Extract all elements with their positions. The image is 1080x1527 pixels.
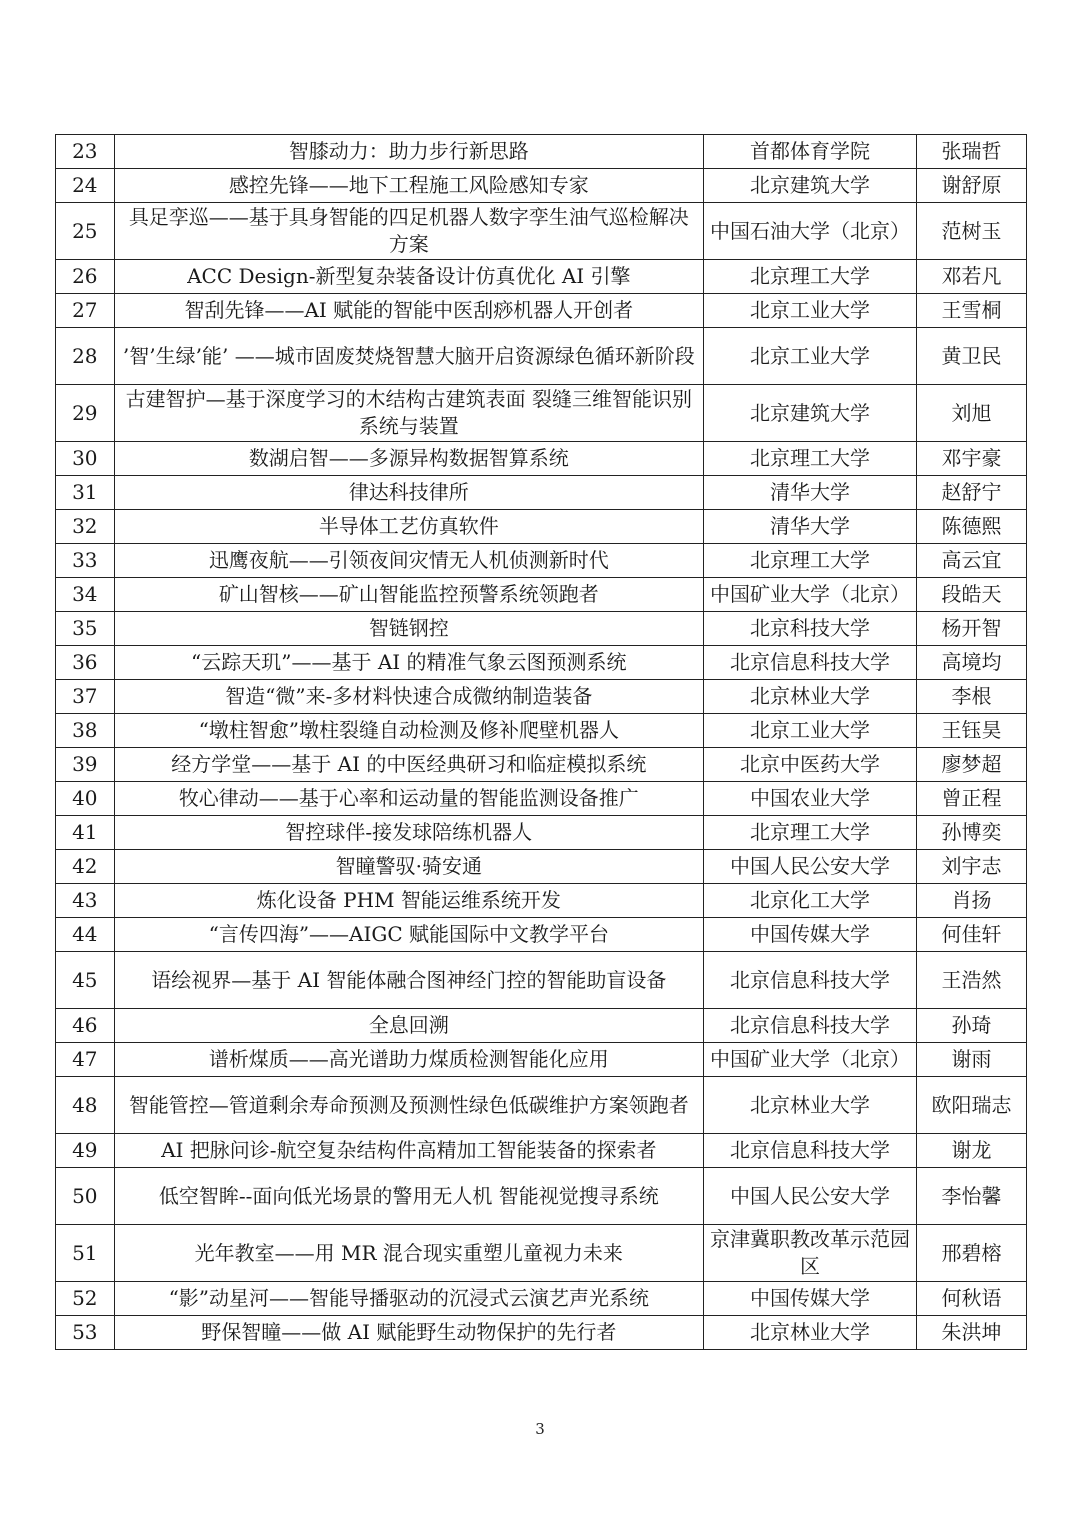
page-number: 3 <box>535 1420 545 1438</box>
table-row <box>56 203 1027 260</box>
award-list-table <box>55 134 1027 1350</box>
leader-name: 曾正程 <box>916 782 1026 816</box>
project-name: 智造“微”来-多材料快速合成微纳制造装备 <box>114 680 703 714</box>
table-row <box>56 169 1027 203</box>
project-name: “言传四海”——AIGC 赋能国际中文教学平台 <box>114 918 703 952</box>
table-row <box>56 385 1027 442</box>
row-number: 47 <box>56 1043 115 1077</box>
table-row <box>56 1316 1027 1350</box>
row-number: 49 <box>56 1134 115 1168</box>
school-name: 京津冀职教改革示范园区 <box>704 1225 917 1282</box>
table-row <box>56 1168 1027 1225</box>
table-row <box>56 544 1027 578</box>
row-number: 30 <box>56 442 115 476</box>
school-name: 中国矿业大学（北京） <box>704 1043 917 1077</box>
project-name: 数湖启智——多源异构数据智算系统 <box>114 442 703 476</box>
project-name: 牧心律动——基于心率和运动量的智能监测设备推广 <box>114 782 703 816</box>
school-name: 北京理工大学 <box>704 816 917 850</box>
school-name: 北京工业大学 <box>704 714 917 748</box>
row-number: 50 <box>56 1168 115 1225</box>
school-name: 北京信息科技大学 <box>704 646 917 680</box>
project-name: AI 把脉问诊-航空复杂结构件高精加工智能装备的探索者 <box>114 1134 703 1168</box>
school-name: 中国人民公安大学 <box>704 1168 917 1225</box>
project-name: 矿山智核——矿山智能监控预警系统领跑者 <box>114 578 703 612</box>
school-name: 北京工业大学 <box>704 294 917 328</box>
school-name: 北京建筑大学 <box>704 169 917 203</box>
row-number: 42 <box>56 850 115 884</box>
row-number: 36 <box>56 646 115 680</box>
table-row <box>56 680 1027 714</box>
project-name: 古建智护—基于深度学习的木结构古建筑表面 裂缝三维智能识别系统与装置 <box>114 385 703 442</box>
project-name: 炼化设备 PHM 智能运维系统开发 <box>114 884 703 918</box>
table-row <box>56 260 1027 294</box>
table-row <box>56 578 1027 612</box>
leader-name: 张瑞哲 <box>916 135 1026 169</box>
project-name: 迅鹰夜航——引领夜间灾情无人机侦测新时代 <box>114 544 703 578</box>
row-number: 37 <box>56 680 115 714</box>
school-name: 北京科技大学 <box>704 612 917 646</box>
row-number: 25 <box>56 203 115 260</box>
table-row <box>56 510 1027 544</box>
table-row <box>56 816 1027 850</box>
leader-name: 肖扬 <box>916 884 1026 918</box>
table-row <box>56 850 1027 884</box>
table-row <box>56 476 1027 510</box>
leader-name: 杨开智 <box>916 612 1026 646</box>
row-number: 53 <box>56 1316 115 1350</box>
school-name: 清华大学 <box>704 510 917 544</box>
leader-name: 王雪桐 <box>916 294 1026 328</box>
row-number: 43 <box>56 884 115 918</box>
leader-name: 孙博奕 <box>916 816 1026 850</box>
table-row <box>56 748 1027 782</box>
school-name: 中国矿业大学（北京） <box>704 578 917 612</box>
row-number: 34 <box>56 578 115 612</box>
row-number: 40 <box>56 782 115 816</box>
school-name: 北京信息科技大学 <box>704 952 917 1009</box>
leader-name: 王浩然 <box>916 952 1026 1009</box>
table-row <box>56 135 1027 169</box>
row-number: 27 <box>56 294 115 328</box>
school-name: 北京林业大学 <box>704 1077 917 1134</box>
project-name: 全息回溯 <box>114 1009 703 1043</box>
table-row <box>56 782 1027 816</box>
leader-name: 何秋语 <box>916 1282 1026 1316</box>
leader-name: 高云宜 <box>916 544 1026 578</box>
project-name: 谱析煤质——高光谱助力煤质检测智能化应用 <box>114 1043 703 1077</box>
table-body <box>56 135 1027 1350</box>
leader-name: 赵舒宁 <box>916 476 1026 510</box>
school-name: 北京信息科技大学 <box>704 1134 917 1168</box>
row-number: 26 <box>56 260 115 294</box>
leader-name: 刘旭 <box>916 385 1026 442</box>
project-name: “墩柱智愈”墩柱裂缝自动检测及修补爬壁机器人 <box>114 714 703 748</box>
project-name: 半导体工艺仿真软件 <box>114 510 703 544</box>
project-name: “云踪天玑”——基于 AI 的精准气象云图预测系统 <box>114 646 703 680</box>
table-row <box>56 442 1027 476</box>
project-name: 低空智眸--面向低光场景的警用无人机 智能视觉搜寻系统 <box>114 1168 703 1225</box>
school-name: 中国传媒大学 <box>704 918 917 952</box>
row-number: 41 <box>56 816 115 850</box>
school-name: 中国人民公安大学 <box>704 850 917 884</box>
table-row <box>56 918 1027 952</box>
school-name: 北京理工大学 <box>704 442 917 476</box>
leader-name: 李怡馨 <box>916 1168 1026 1225</box>
leader-name: 谢龙 <box>916 1134 1026 1168</box>
project-name: 语绘视界—基于 AI 智能体融合图神经门控的智能助盲设备 <box>114 952 703 1009</box>
row-number: 38 <box>56 714 115 748</box>
school-name: 北京理工大学 <box>704 260 917 294</box>
project-name: 智控球伴-接发球陪练机器人 <box>114 816 703 850</box>
row-number: 31 <box>56 476 115 510</box>
leader-name: 何佳轩 <box>916 918 1026 952</box>
leader-name: 邓若凡 <box>916 260 1026 294</box>
project-name: 经方学堂——基于 AI 的中医经典研习和临症模拟系统 <box>114 748 703 782</box>
leader-name: 谢雨 <box>916 1043 1026 1077</box>
row-number: 29 <box>56 385 115 442</box>
table-row <box>56 952 1027 1009</box>
leader-name: 欧阳瑞志 <box>916 1077 1026 1134</box>
school-name: 北京林业大学 <box>704 680 917 714</box>
leader-name: 刘宇志 <box>916 850 1026 884</box>
row-number: 28 <box>56 328 115 385</box>
row-number: 23 <box>56 135 115 169</box>
leader-name: 黄卫民 <box>916 328 1026 385</box>
project-name: “影”动星河——智能导播驱动的沉浸式云演艺声光系统 <box>114 1282 703 1316</box>
row-number: 46 <box>56 1009 115 1043</box>
school-name: 北京林业大学 <box>704 1316 917 1350</box>
row-number: 48 <box>56 1077 115 1134</box>
row-number: 35 <box>56 612 115 646</box>
row-number: 24 <box>56 169 115 203</box>
row-number: 52 <box>56 1282 115 1316</box>
leader-name: 李根 <box>916 680 1026 714</box>
leader-name: 邢碧榕 <box>916 1225 1026 1282</box>
table-row <box>56 328 1027 385</box>
table-row <box>56 1043 1027 1077</box>
table-row <box>56 884 1027 918</box>
school-name: 北京化工大学 <box>704 884 917 918</box>
project-name: ACC Design-新型复杂装备设计仿真优化 AI 引擎 <box>114 260 703 294</box>
leader-name: 邓宇豪 <box>916 442 1026 476</box>
project-name: 感控先锋——地下工程施工风险感知专家 <box>114 169 703 203</box>
leader-name: 陈德熙 <box>916 510 1026 544</box>
project-name: 律达科技律所 <box>114 476 703 510</box>
row-number: 32 <box>56 510 115 544</box>
leader-name: 范树玉 <box>916 203 1026 260</box>
school-name: 中国农业大学 <box>704 782 917 816</box>
leader-name: 孙琦 <box>916 1009 1026 1043</box>
row-number: 44 <box>56 918 115 952</box>
school-name: 北京建筑大学 <box>704 385 917 442</box>
leader-name: 谢舒原 <box>916 169 1026 203</box>
table-row <box>56 612 1027 646</box>
leader-name: 段皓天 <box>916 578 1026 612</box>
project-name: 智瞳警驭·骑安通 <box>114 850 703 884</box>
row-number: 39 <box>56 748 115 782</box>
table-row <box>56 1134 1027 1168</box>
row-number: 51 <box>56 1225 115 1282</box>
project-name: 具足孪巡——基于具身智能的四足机器人数字孪生油气巡检解决方案 <box>114 203 703 260</box>
school-name: 北京工业大学 <box>704 328 917 385</box>
project-name: 智刮先锋——AI 赋能的智能中医刮痧机器人开创者 <box>114 294 703 328</box>
row-number: 45 <box>56 952 115 1009</box>
school-name: 北京信息科技大学 <box>704 1009 917 1043</box>
leader-name: 朱洪坤 <box>916 1316 1026 1350</box>
school-name: 北京中医药大学 <box>704 748 917 782</box>
leader-name: 高境均 <box>916 646 1026 680</box>
project-name: 智链钢控 <box>114 612 703 646</box>
table-row <box>56 1077 1027 1134</box>
table-row <box>56 294 1027 328</box>
leader-name: 廖梦超 <box>916 748 1026 782</box>
project-name: 智能管控—管道剩余寿命预测及预测性绿色低碳维护方案领跑者 <box>114 1077 703 1134</box>
school-name: 首都体育学院 <box>704 135 917 169</box>
leader-name: 王钰昊 <box>916 714 1026 748</box>
row-number: 33 <box>56 544 115 578</box>
project-name: 光年教室——用 MR 混合现实重塑儿童视力未来 <box>114 1225 703 1282</box>
project-name: 智膝动力：助力步行新思路 <box>114 135 703 169</box>
table-row <box>56 646 1027 680</box>
table-row <box>56 1009 1027 1043</box>
school-name: 清华大学 <box>704 476 917 510</box>
school-name: 中国传媒大学 <box>704 1282 917 1316</box>
school-name: 北京理工大学 <box>704 544 917 578</box>
table-row <box>56 1225 1027 1282</box>
table-row <box>56 1282 1027 1316</box>
project-name: ’智’生绿’能’ ——城市固废焚烧智慧大脑开启资源绿色循环新阶段 <box>114 328 703 385</box>
project-name: 野保智瞳——做 AI 赋能野生动物保护的先行者 <box>114 1316 703 1350</box>
table-row <box>56 714 1027 748</box>
school-name: 中国石油大学（北京） <box>704 203 917 260</box>
